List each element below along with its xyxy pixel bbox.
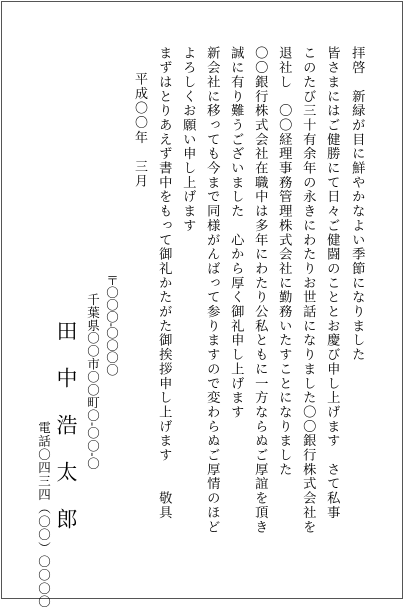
body-line-7: 新会社に移っても今まで同様がんばって参りますので変わらぬご厚情のほど bbox=[204, 46, 220, 534]
letter-date: 平成〇〇年 三月 bbox=[132, 72, 147, 189]
body-line-6: 誠に有り難うございました 心から厚く御礼申し上げます bbox=[228, 46, 244, 420]
body-line-4: 退社し 〇〇経理事務管理株式会社に勤務いたすことになりました bbox=[276, 46, 292, 477]
sender-address: 千葉県〇〇市〇〇町〇-〇〇-〇 bbox=[85, 293, 101, 470]
body-line-5: 〇〇銀行株式会社在職中は多年にわたり公私ともに一方ならぬご厚誼を頂き bbox=[252, 46, 268, 534]
sender-name: 田中浩太郎 bbox=[54, 320, 78, 555]
body-line-3: このたび三十有余年の永きにわたりお世話になりました〇〇銀行株式会社を bbox=[300, 46, 316, 534]
body-line-1: 拝啓 新緑が目に鮮やかなよい季節になりました bbox=[349, 46, 365, 362]
body-line-8: よろしくお願い申し上げます bbox=[180, 46, 196, 233]
body-line-9: まずはとりあえず書中をもって御礼かたがた御挨拶申し上げます 敬具 bbox=[156, 46, 172, 520]
greeting-card bbox=[1, 1, 403, 609]
body-line-2: 皆さまにはご健勝にて日々ご健闘のこととお慶び申し上げます さて私事 bbox=[324, 46, 340, 520]
postal-code: 〒〇〇〇-〇〇〇〇 bbox=[104, 274, 120, 376]
sender-phone: 電話〇四三四（〇〇）〇〇〇〇 bbox=[36, 421, 52, 609]
